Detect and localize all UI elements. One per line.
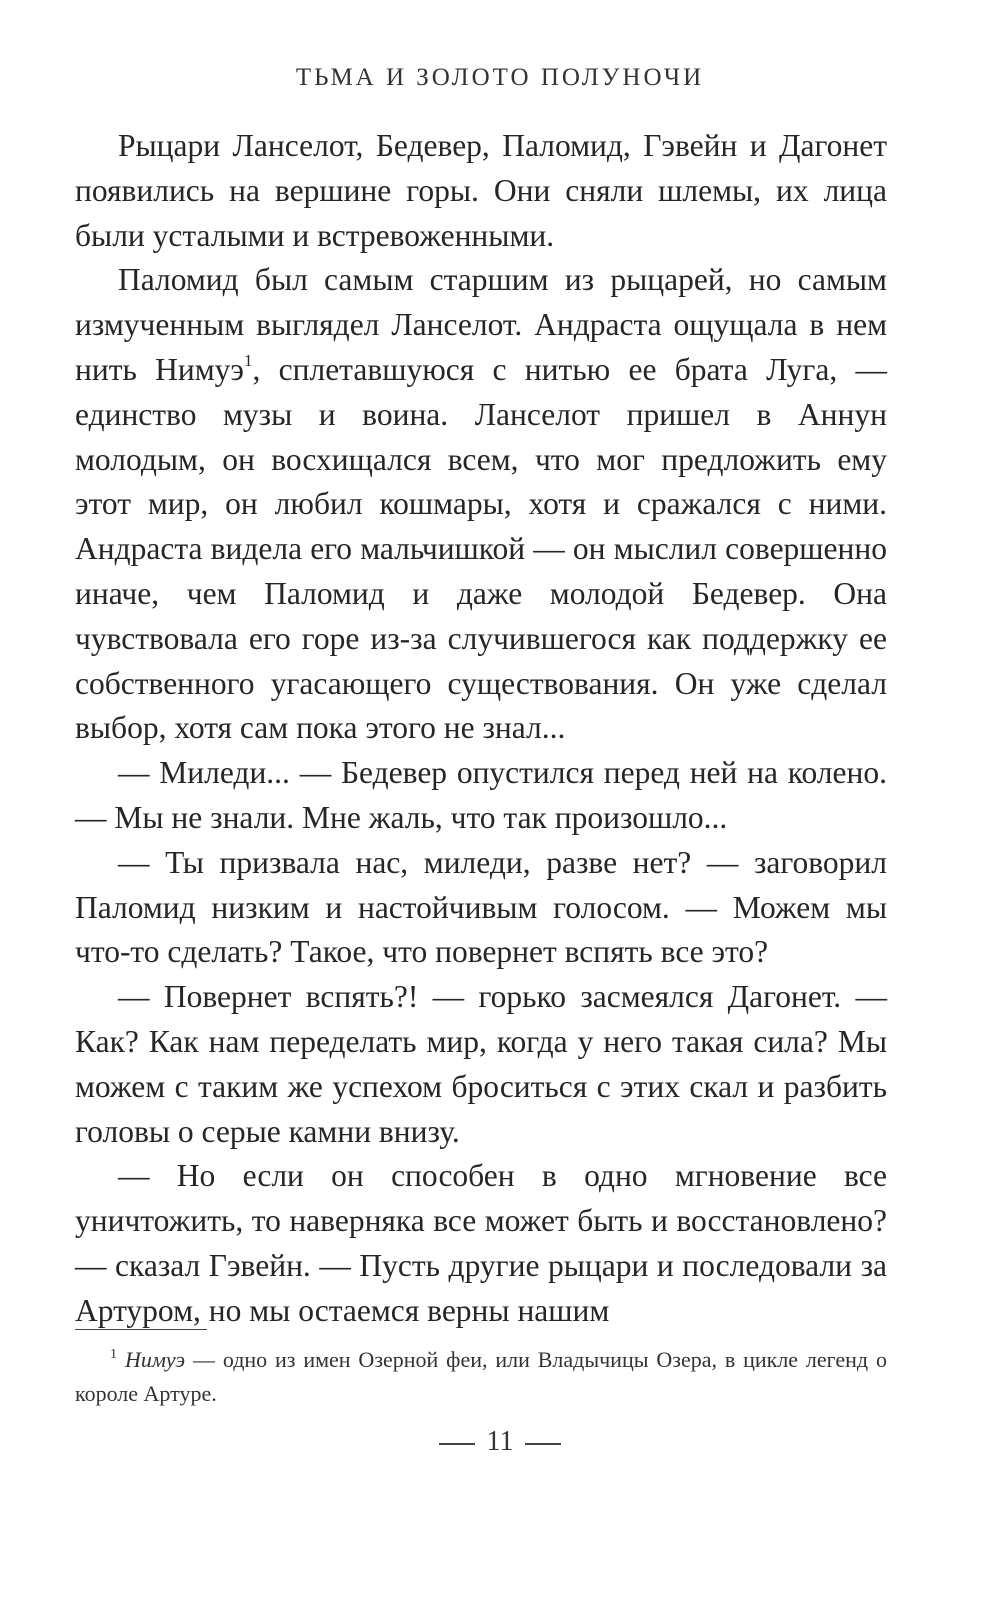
paragraph-text: Паломид был самым старшим из рыцарей, но самым измученным выглядел Ланселот. Андраста ощущала в нем нить Нимуэ [75, 262, 887, 387]
folio-dash-right [525, 1443, 561, 1445]
paragraph: — Но если он способен в одно мгновение все уничтожить, то наверняка все может быть и восстановлено? — сказал Гэвейн. — Пусть другие рыцари и последовали за Артуром, но мы остаемся верны нашим [75, 1158, 887, 1328]
paragraph: — Миледи... — Бедевер опустился перед ней на колено. — Мы не знали. Мне жаль, что так произошло... [75, 755, 887, 835]
page-number-value: 11 [486, 1426, 514, 1457]
paragraph: — Повернет вспять?! — горько засмеялся Дагонет. — Как? Как нам переделать мир, когда у него такая сила? Мы можем с таким же успехом броситься с этих скал и разбить головы о серые камни внизу. [75, 979, 887, 1149]
paragraph [75, 258, 887, 751]
page-number [0, 1426, 1000, 1458]
footnote-number: 1 [110, 1347, 117, 1362]
paragraph: — Ты призвала нас, миледи, разве нет? — заговорил Паломид низким и настойчивым голосом. — Можем мы что-то сделать? Такое, что повернет вспять все это? [75, 844, 887, 970]
footnote [75, 1343, 887, 1411]
footnote-text: — одно из имен Озерной феи, или Владычицы Озера, в цикле легенд о короле Артуре. [75, 1347, 887, 1406]
footnote-marker: 1 [243, 350, 253, 370]
body-text [75, 124, 887, 1334]
footnote-term: Нимуэ [125, 1347, 186, 1372]
paragraph: Рыцари Ланселот, Бедевер, Паломид, Гэвейн и Дагонет появились на вершине горы. Они сняли шлемы, их лица были усталыми и встревоженными. [75, 128, 887, 253]
paragraph-text: , сплетавшуюся с нитью ее брата Луга, — единство музы и воина. Ланселот пришел в Аннун молодым, он восхищался всем, что мог предложить ему этот мир, он любил кошмары, хотя и сражался с ними. Андраста видела его мальчишкой — он мыслил совершенно иначе, чем Паломид и даже молодой Бедевер. Она чувствовала его горе из-за случившегося как поддержку ее собственного угасающего существования. Он уже сделал выбор, хотя сам пока этого не знал... [75, 351, 888, 746]
running-head: ТЬМА И ЗОЛОТО ПОЛУНОЧИ [295, 64, 705, 91]
footnote-divider [75, 1329, 207, 1330]
folio-dash-left [439, 1443, 475, 1445]
